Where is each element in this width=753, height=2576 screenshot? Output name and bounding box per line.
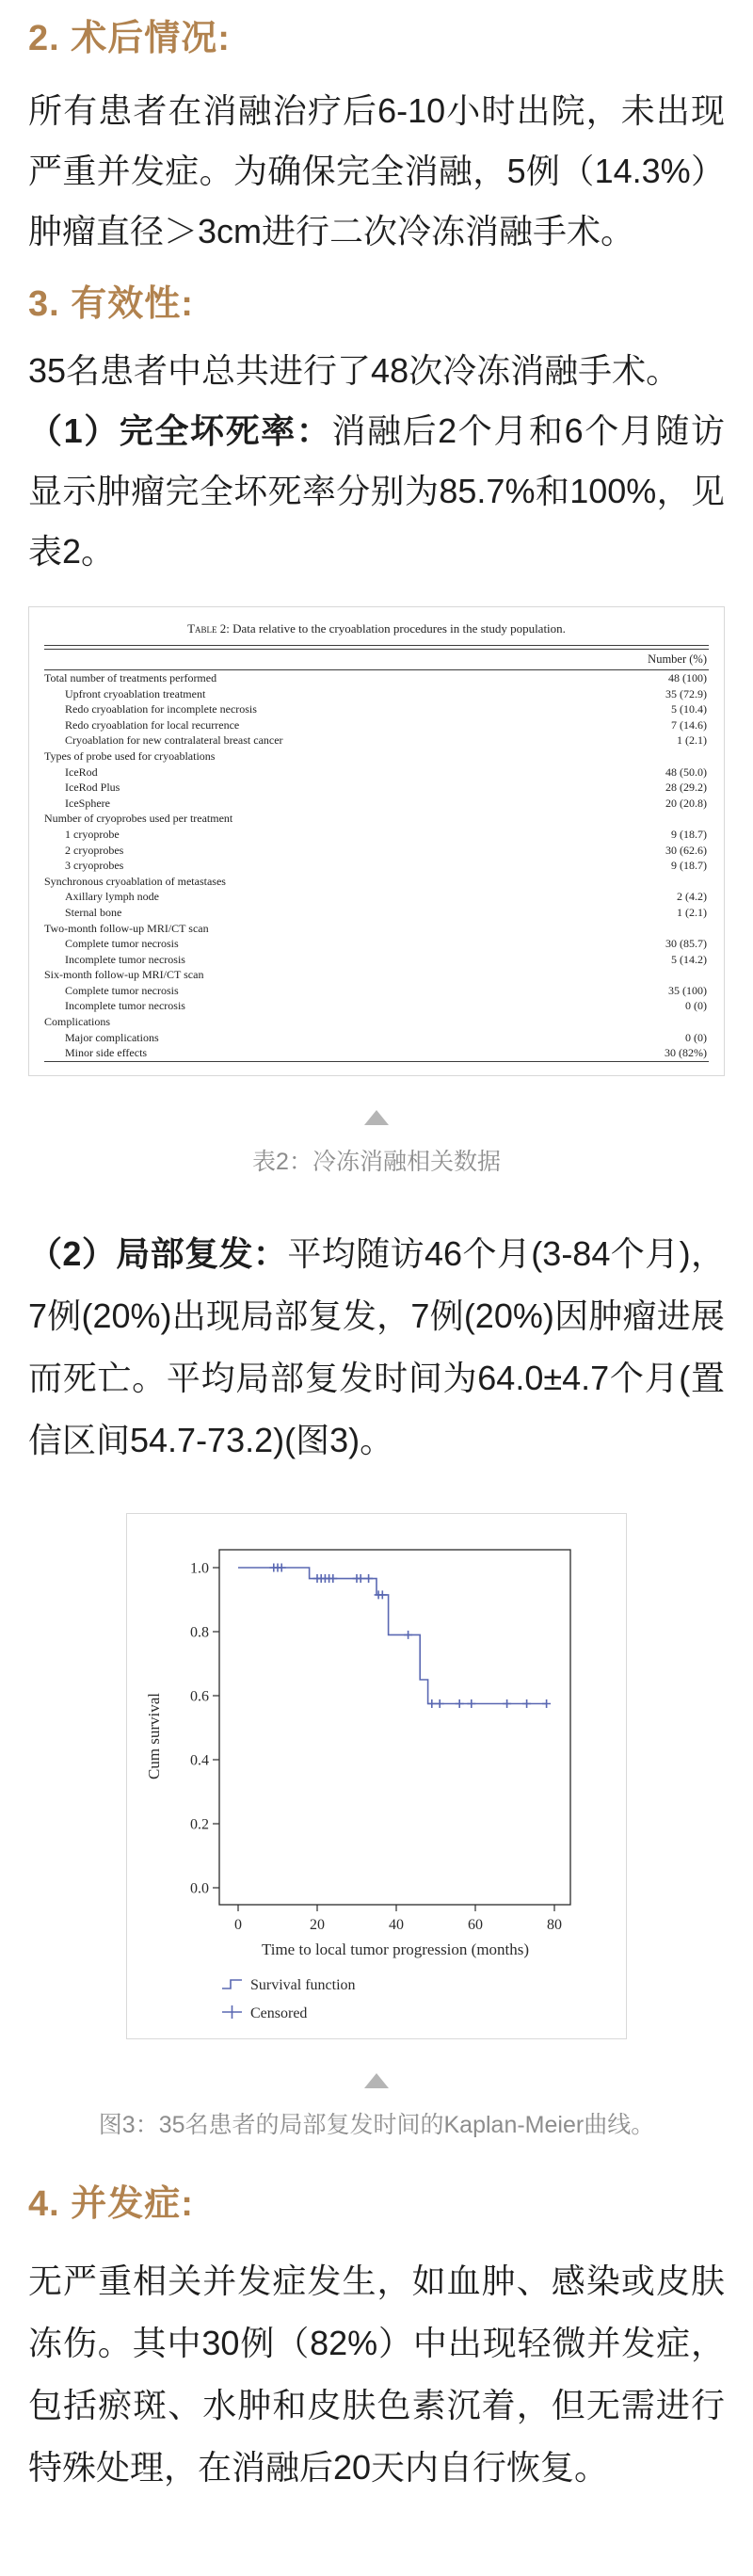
table-row-value: 9 (18.7)	[671, 827, 707, 841]
table-row-label: Types of probe used for cryoablations	[44, 749, 216, 763]
table2-column-header: Number (%)	[648, 652, 707, 666]
legend-survival-label: Survival function	[250, 1976, 356, 1993]
table-row	[44, 858, 709, 874]
table-row	[44, 967, 709, 983]
necrosis-text: 消融后2个月和6个月随访显示肿瘤完全坏死率分别为85.7%和100%，见表2。	[28, 411, 725, 571]
collapse-triangle-icon	[364, 2073, 389, 2088]
paragraph-local-recurrence	[28, 1223, 725, 1472]
table-row-label: Complications	[44, 1015, 110, 1029]
table-row-value: 48 (100)	[668, 671, 707, 684]
table2-title-label: Table 2:	[187, 621, 230, 636]
table-row	[44, 1030, 709, 1046]
table2-title-text: Data relative to the cryoablation procedures in the study population.	[232, 621, 566, 636]
collapse-triangle-icon	[364, 1110, 389, 1125]
table-row	[44, 765, 709, 781]
table-row-label: 3 cryoprobes	[65, 859, 124, 873]
table-row	[44, 670, 709, 686]
table-row	[44, 686, 709, 702]
paragraph-total-treatments: 35名患者中总共进行了48次冷冻消融手术。	[28, 351, 681, 390]
table-row-value	[707, 749, 709, 765]
table-row-label: Minor side effects	[65, 1046, 148, 1060]
table-row-value: 5 (10.4)	[671, 702, 707, 716]
table-row	[44, 921, 709, 937]
x-tick-label: 80	[547, 1916, 562, 1933]
y-axis-label: Cum survival	[145, 1692, 163, 1779]
table-row-label: Total number of treatments performed	[44, 671, 217, 684]
table-row-value	[707, 811, 709, 827]
table-row	[44, 1014, 709, 1030]
censored-mark	[364, 1574, 373, 1583]
table-row	[44, 733, 709, 749]
y-tick-label: 0.2	[190, 1816, 209, 1833]
table-row	[44, 796, 709, 812]
table-row	[44, 905, 709, 921]
table-row-value: 0 (0)	[685, 1030, 707, 1044]
table-row-label: Axillary lymph node	[65, 890, 159, 904]
article	[28, 17, 725, 2499]
table-row-value	[707, 967, 709, 983]
x-axis-label: Time to local tumor progression (months)	[261, 1940, 530, 1958]
table-row-label: Major complications	[65, 1030, 159, 1044]
censored-mark	[522, 1699, 531, 1708]
table-row-value: 5 (14.2)	[671, 952, 707, 966]
censored-mark	[378, 1590, 387, 1599]
recurrence-lead-label: （2）局部复发：	[28, 1233, 288, 1273]
table-row-value: 35 (100)	[668, 983, 707, 997]
table-row-label: Sternal bone	[65, 905, 122, 919]
table-row-label: Synchronous cryoablation of metastases	[44, 874, 226, 888]
figure3-container	[126, 1513, 627, 2039]
figure3-caption: 图3：35名患者的局部复发时间的Kaplan-Meier曲线。	[98, 2111, 655, 2138]
x-tick-label: 20	[310, 1916, 325, 1933]
paragraph-necrosis-rate	[28, 401, 725, 582]
legend-censored-glyph	[222, 2005, 242, 2019]
censored-mark	[278, 1563, 286, 1571]
paragraph-postop: 所有患者在消融治疗后6-10小时出院，未出现严重并发症。为确保完全消融，5例（14.3%）肿瘤直径＞3cm进行二次冷冻消融手术。	[28, 91, 725, 250]
necrosis-lead-label: （1）完全坏死率：	[28, 411, 332, 450]
table-row-value	[707, 921, 709, 937]
table-row-value: 30 (85.7)	[665, 937, 707, 951]
x-tick-label: 40	[389, 1916, 404, 1933]
table-row-label: Upfront cryoablation treatment	[65, 686, 206, 700]
y-tick-label: 0.8	[190, 1624, 209, 1641]
paragraph-complications: 无严重相关并发症发生，如血肿、感染或皮肤冻伤。其中30例（82%）中出现轻微并发症，包括瘀斑、水肿和皮肤色素沉着，但无需进行特殊处理，在消融后20天内自行恢复。	[28, 2261, 725, 2487]
x-tick-label: 60	[468, 1916, 483, 1933]
table2-container	[28, 606, 725, 1076]
y-tick-label: 1.0	[190, 1560, 209, 1577]
section-heading-postop: 2. 术后情况:	[28, 19, 231, 58]
table-row-label: Two-month follow-up MRI/CT scan	[44, 921, 209, 935]
table-row-value: 30 (82%)	[665, 1046, 707, 1060]
table-row-label: 2 cryoprobes	[65, 843, 124, 857]
table-row-value: 0 (0)	[685, 999, 707, 1013]
table-row-value	[707, 874, 709, 890]
table-row	[44, 889, 709, 905]
section-heading-efficacy: 3. 有效性:	[28, 284, 194, 324]
table-row	[44, 701, 709, 717]
table-row-label: IceRod	[65, 765, 98, 779]
table-row-label: Incomplete tumor necrosis	[65, 952, 185, 966]
table-row	[44, 780, 709, 796]
table-row	[44, 827, 709, 843]
censored-mark	[357, 1574, 365, 1583]
censored-mark	[503, 1699, 511, 1708]
kaplan-meier-chart	[127, 1514, 626, 2038]
censored-mark	[542, 1699, 551, 1708]
table-row-value: 1 (2.1)	[677, 733, 707, 748]
table2-caption: 表2：冷冻消融相关数据	[252, 1148, 501, 1175]
table-row	[44, 936, 709, 952]
censored-mark	[427, 1699, 436, 1708]
table-row-value: 1 (2.1)	[677, 905, 707, 919]
censored-mark	[456, 1699, 464, 1708]
table-row-value: 20 (20.8)	[665, 796, 707, 810]
table-row	[44, 749, 709, 765]
y-tick-label: 0.0	[190, 1880, 209, 1897]
table-row	[44, 998, 709, 1014]
table-row-value: 7 (14.6)	[671, 717, 707, 732]
x-tick-label: 0	[234, 1916, 242, 1933]
table-row-value: 28 (29.2)	[665, 781, 707, 795]
table-row-value	[707, 1014, 709, 1030]
table-row	[44, 843, 709, 859]
table-row-label: 1 cryoprobe	[65, 827, 120, 841]
table2-rows	[44, 670, 709, 1061]
censored-mark	[404, 1631, 412, 1639]
survival-curve	[238, 1568, 547, 1704]
legend-survival-glyph	[222, 1980, 242, 1988]
table-row-label: Redo cryoablation for local recurrence	[65, 717, 240, 732]
table-row	[44, 717, 709, 733]
censored-mark	[328, 1574, 337, 1583]
table-row-label: Complete tumor necrosis	[65, 983, 179, 997]
plot-frame	[219, 1550, 570, 1905]
table-row-value: 2 (4.2)	[677, 890, 707, 904]
section-heading-complications: 4. 并发症:	[28, 2183, 194, 2224]
table-row-value: 35 (72.9)	[665, 686, 707, 700]
table-row	[44, 811, 709, 827]
table-row-label: Six-month follow-up MRI/CT scan	[44, 968, 204, 982]
table-row-label: Cryoablation for new contralateral breast cancer	[65, 733, 283, 748]
table-row-value: 30 (62.6)	[665, 843, 707, 857]
table-row	[44, 952, 709, 968]
y-tick-label: 0.4	[190, 1752, 209, 1769]
table-row-label: Incomplete tumor necrosis	[65, 999, 185, 1013]
table-row	[44, 983, 709, 999]
table2-bottom-rule	[44, 1061, 709, 1062]
table-row-label: IceSphere	[65, 796, 110, 810]
table-row-label: Redo cryoablation for incomplete necrosis	[65, 702, 257, 716]
table-row-label: IceRod Plus	[65, 781, 120, 795]
table-row	[44, 874, 709, 890]
table-row-value: 9 (18.7)	[671, 859, 707, 873]
legend-censored-label: Censored	[250, 2004, 308, 2021]
censored-mark	[467, 1699, 475, 1708]
table-row-value: 48 (50.0)	[665, 765, 707, 779]
table-row	[44, 1045, 709, 1061]
table-row-label: Complete tumor necrosis	[65, 937, 179, 951]
recurrence-text: 平均随访46个月(3-84个月)，7例(20%)出现局部复发，7例(20%)因肿瘤进展而死亡。平均局部复发时间为64.0±4.7个月(置信区间54.7-73.2)(图3)。	[28, 1233, 726, 1459]
y-tick-label: 0.6	[190, 1688, 209, 1705]
censored-mark	[436, 1699, 444, 1708]
table-row-label: Number of cryoprobes used per treatment	[44, 812, 233, 826]
table2-title	[44, 620, 709, 637]
